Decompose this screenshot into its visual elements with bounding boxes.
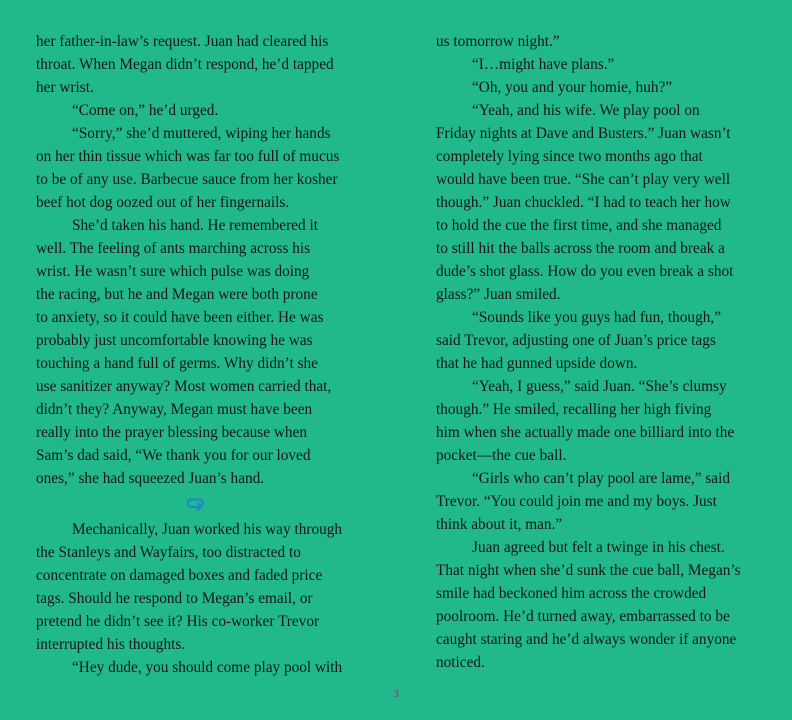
- paragraph: [436, 306, 772, 375]
- text-line: use sanitizer anyway? Most women carried that,: [36, 378, 332, 395]
- text-line: to be of any use. Barbecue sauce from her kosher: [36, 171, 338, 188]
- paragraph: [36, 122, 366, 214]
- text-line: “Sorry,” she’d muttered, wiping her hands: [72, 125, 331, 142]
- text-line: really into the prayer blessing because when: [36, 424, 307, 441]
- paragraph: [36, 30, 366, 99]
- text-line: said Trevor, adjusting one of Juan’s price tags: [436, 332, 716, 349]
- text-line: caught staring and he’d always wonder if anyone: [436, 631, 737, 648]
- return-arrow-icon: [187, 495, 205, 511]
- text-line: the Stanleys and Wayfairs, too distracted to: [36, 544, 301, 561]
- text-line: to still hit the balls across the room and break a: [436, 240, 725, 257]
- paragraph: [436, 375, 772, 467]
- text-line: the racing, but he and Megan were both prone: [36, 286, 318, 303]
- text-line: completely lying since two months ago that: [436, 148, 703, 165]
- text-line: That night when she’d sunk the cue ball, Megan’s: [436, 562, 741, 579]
- text-line: Trevor. “You could join me and my boys. Just: [436, 493, 717, 510]
- text-line: smile had beckoned him across the crowded: [436, 585, 707, 602]
- page-number: 3: [393, 688, 399, 700]
- text-line: Sam’s dad said, “We thank you for our loved: [36, 447, 311, 464]
- text-line: us tomorrow night.”: [436, 33, 560, 50]
- text-line: didn’t they? Anyway, Megan must have been: [36, 401, 313, 418]
- text-line: “Oh, you and your homie, huh?”: [472, 79, 673, 96]
- paragraph: [436, 536, 772, 674]
- text-line: would have been true. “She can’t play very well: [436, 171, 731, 188]
- text-line: her father-in-law’s request. Juan had cleared his: [36, 33, 329, 50]
- paragraph: [436, 53, 772, 76]
- left-column: [36, 30, 366, 679]
- text-line: throat. When Megan didn’t respond, he’d tapped: [36, 56, 334, 73]
- text-line: “Come on,” he’d urged.: [72, 102, 219, 119]
- text-line: that he had gunned upside down.: [436, 355, 638, 372]
- text-line: Mechanically, Juan worked his way through: [72, 521, 343, 538]
- paragraph: [436, 76, 772, 99]
- text-line: glass?” Juan smiled.: [436, 286, 561, 303]
- text-line: poolroom. He’d turned away, embarrassed to be: [436, 608, 730, 625]
- text-line: “Hey dude, you should come play pool with: [72, 659, 343, 676]
- text-line: ones,” she had squeezed Juan’s hand.: [36, 470, 265, 487]
- text-line: think about it, man.”: [436, 516, 563, 533]
- text-line: dude’s shot glass. How do you even break a shot: [436, 263, 734, 280]
- text-line: concentrate on damaged boxes and faded price: [36, 567, 323, 584]
- paragraph: [436, 467, 772, 536]
- text-line: “I…might have plans.”: [472, 56, 615, 73]
- text-line: pocket—the cue ball.: [436, 447, 567, 464]
- text-line: probably just uncomfortable knowing he was: [36, 332, 313, 349]
- text-line: pretend he didn’t see it? His co-worker Trevor: [36, 613, 320, 630]
- text-line: though.” Juan chuckled. “I had to teach her how: [436, 194, 731, 211]
- paragraph: [36, 518, 366, 656]
- text-line: noticed.: [436, 654, 485, 671]
- text-line: to hold the cue the first time, and she managed: [436, 217, 722, 234]
- text-line: interrupted his thoughts.: [36, 636, 186, 653]
- paragraph: [36, 656, 366, 679]
- text-line: touching a hand full of germs. Why didn’t she: [36, 355, 318, 372]
- text-line: though.” He smiled, recalling her high fiving: [436, 401, 712, 418]
- text-line: beef hot dog oozed out of her fingernails.: [36, 194, 290, 211]
- paragraph: [36, 214, 366, 490]
- text-line: her wrist.: [36, 79, 94, 96]
- scene-break: [36, 493, 366, 517]
- text-line: well. The feeling of ants marching across his: [36, 240, 311, 257]
- text-line: She’d taken his hand. He remembered it: [72, 217, 318, 234]
- paragraph: [436, 30, 772, 53]
- right-column: [436, 30, 772, 674]
- text-line: “Girls who can’t play pool are lame,” said: [472, 470, 730, 487]
- text-line: on her thin tissue which was far too full of mucus: [36, 148, 340, 165]
- text-line: “Yeah, and his wife. We play pool on: [472, 102, 700, 119]
- paragraph: [36, 99, 366, 122]
- paragraph: [436, 99, 772, 306]
- text-line: “Yeah, I guess,” said Juan. “She’s clumsy: [472, 378, 727, 395]
- text-line: wrist. He wasn’t sure which pulse was doing: [36, 263, 310, 280]
- text-line: him when she actually made one billiard into the: [436, 424, 735, 441]
- text-line: to anxiety, so it could have been either. He was: [36, 309, 324, 326]
- text-line: Juan agreed but felt a twinge in his chest.: [472, 539, 725, 556]
- text-line: “Sounds like you guys had fun, though,”: [472, 309, 721, 326]
- text-line: tags. Should he respond to Megan’s email, or: [36, 590, 313, 607]
- text-line: Friday nights at Dave and Busters.” Juan wasn’t: [436, 125, 731, 142]
